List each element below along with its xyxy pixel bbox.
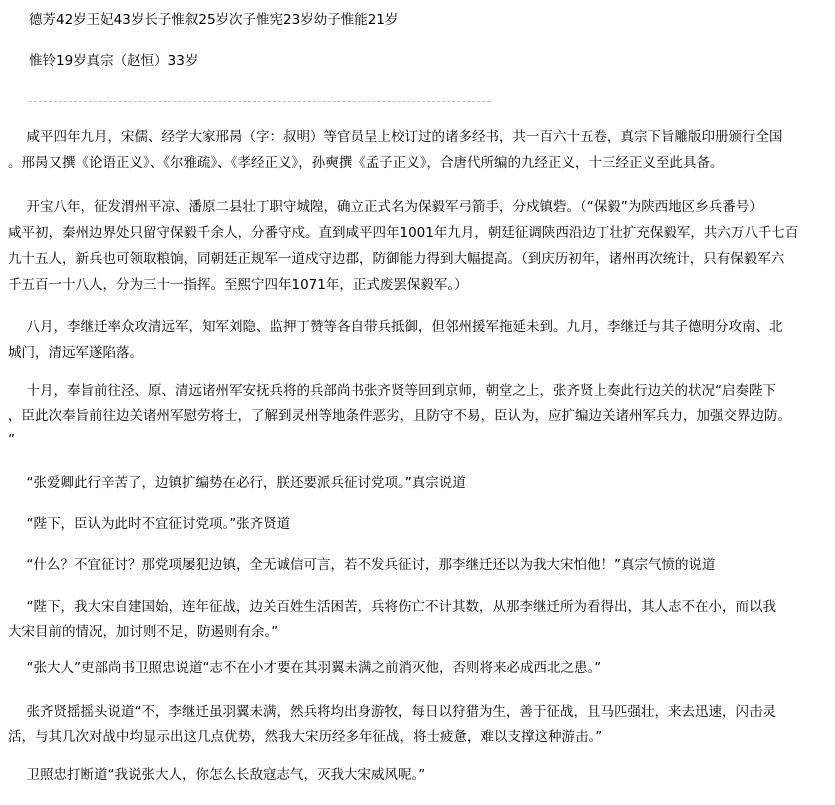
paragraph-3-line-2: 城门，清远军遂陷落。	[8, 345, 143, 361]
paragraph-4-line-3: ”	[8, 432, 15, 448]
paragraph-8-line-2: 大宋目前的情况，加讨则不足，防遏则有余。”	[8, 624, 279, 640]
separator-line	[29, 101, 490, 102]
paragraph-10-line-2: 活，与其几次对战中均显示出这几点优势，然我大宋历经多年征战，将士疲惫，难以支撑这种游击。”	[8, 729, 603, 745]
paragraph-6-line-1: “陛下，臣认为此时不宜征讨党项。”张齐贤道	[13, 516, 291, 532]
paragraph-11-line-1: 卫照忠打断道“我说张大人，你怎么长敌寇志气，灭我大宋威风呢。”	[13, 767, 426, 783]
header-line-2: 惟铃19岁真宗（赵恒）33岁	[29, 53, 199, 69]
paragraph-5-line-1: “张爱卿此行辛苦了，边镇扩编势在必行，朕还要派兵征讨党项。”真宗说道	[13, 475, 466, 491]
paragraph-10-line-1: 张齐贤摇摇头说道“不，李继迁虽羽翼未满，然兵将均出身游牧，每日以狩猎为生，善于征战，且马匹强壮，来去迅速，闪击灵	[13, 704, 776, 720]
paragraph-2-line-1: 开宝八年，征发渭州平凉、潘原二县壮丁职守城隍，确立正式名为保毅军弓箭手，分戍镇砦。（“保毅”为陕西地区乡兵番号）	[13, 199, 763, 215]
paragraph-3-line-1: 八月，李继迁率众攻清远军，知军刘隐、监押丁赞等各自带兵抵御，但邻州援军拖延未到。九月，李继迁与其子德明分攻南、北	[13, 319, 783, 335]
paragraph-2-line-2: 咸平初，秦州边界处只留守保毅千余人，分番守戍。直到咸平四年1001年九月，朝廷征调陕西沿边丁壮扩充保毅军，共六万八千七百	[8, 225, 799, 241]
paragraph-1-line-1: 咸平四年九月，宋儒、经学大家邢昺（字：叔明）等官员呈上校订过的诸多经书，共一百六十五卷，真宗下旨雕版印册颁行全国	[13, 129, 783, 145]
header-line-1: 德芳42岁王妃43岁长子惟叙25岁次子惟宪23岁幼子惟能21岁	[29, 12, 399, 28]
paragraph-4-line-2: ，臣此次奉旨前往边关诸州军慰劳将士，了解到灵州等地条件恶劣，且防守不易，臣认为，应扩编边关诸州军兵力，加强交界边防。	[8, 408, 791, 424]
paragraph-4-line-1: 十月，奉旨前往泾、原、清远诸州军安抚兵将的兵部尚书张齐贤等回到京师，朝堂之上，张齐贤上奏此行边关的状况“启奏陛下	[13, 383, 776, 399]
paragraph-2-line-4: 千五百一十八人，分为三十一指挥。至熙宁四年1071年，正式废罢保毅军。）	[8, 277, 468, 293]
paragraph-7-line-1: “什么？不宜征讨？那党项屡犯边镇，全无诚信可言，若不发兵征讨，那李继迁还以为我大宋怕他！”真宗气愤的说道	[13, 557, 716, 573]
paragraph-1-line-2: 。邢昺又撰《论语正义》、《尔雅疏》、《孝经正义》，孙奭撰《孟子正义》，合唐代所编的九经正义，十三经正义至此具备。	[8, 155, 724, 171]
paragraph-8-line-1: “陛下，我大宋自建国始，连年征战，边关百姓生活困苦，兵将伤亡不计其数，从那李继迁所为看得出，其人志不在小，而以我	[13, 599, 776, 615]
paragraph-2-line-3: 九十五人，新兵也可领取粮饷，同朝廷正规军一道戍守边郡，防御能力得到大幅提高。（到庆历初年，诸州再次统计，只有保毅军六	[8, 251, 785, 267]
paragraph-9-line-1: “张大人”吏部尚书卫照忠说道“志不在小才要在其羽翼未满之前消灭他，否则将来必成西北之患。”	[13, 660, 602, 676]
